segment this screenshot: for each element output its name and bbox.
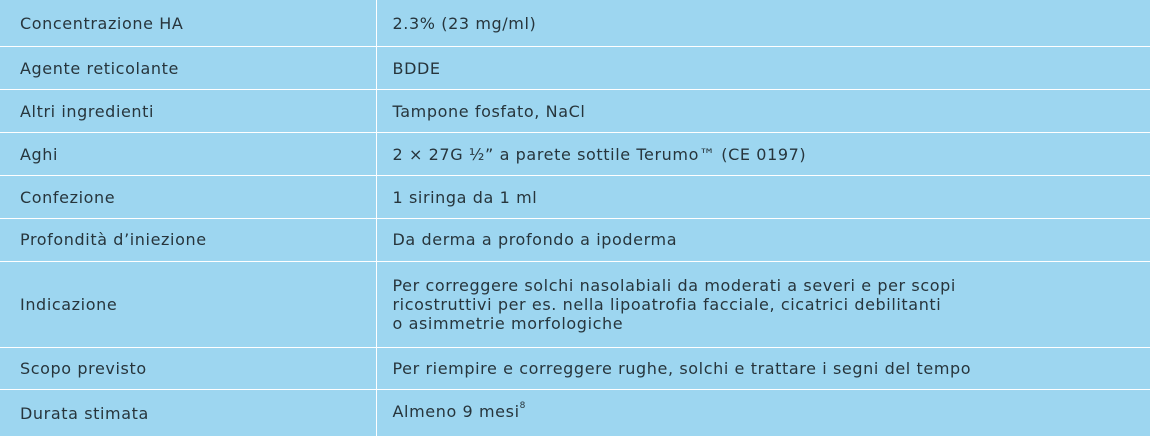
duration-text: Almeno 9 mesi xyxy=(392,401,520,421)
table-row xyxy=(0,347,1150,390)
indication-line: Per correggere solchi nasolabiali da moderati a severi e per scopi xyxy=(392,275,956,295)
table-row xyxy=(0,0,1150,47)
row-value-injection-depth: Da derma a profondo a ipoderma xyxy=(376,218,1150,261)
row-value-estimated-duration xyxy=(376,390,1150,436)
footnote-marker: 8 xyxy=(519,401,526,412)
table-row xyxy=(0,47,1150,90)
row-value-concentration: 2.3% (23 mg/ml) xyxy=(376,0,1150,47)
table-row xyxy=(0,218,1150,261)
indication-line: o asimmetrie morfologiche xyxy=(392,313,624,333)
table-row xyxy=(0,90,1150,133)
row-label-crosslinker: Agente reticolante xyxy=(0,47,376,90)
row-label-packaging: Confezione xyxy=(0,176,376,219)
row-value-needles: 2 × 27G ½” a parete sottile Terumo™ (CE 0197) xyxy=(376,133,1150,176)
row-value-intended-purpose: Per riempire e correggere rughe, solchi e trattare i segni del tempo xyxy=(376,347,1150,390)
row-label-injection-depth: Profondità d’iniezione xyxy=(0,218,376,261)
row-label-estimated-duration: Durata stimata xyxy=(20,403,149,423)
row-value-other-ingredients: Tampone fosfato, NaCl xyxy=(376,90,1150,133)
table-row xyxy=(0,261,1150,347)
table-row xyxy=(0,176,1150,219)
row-value-packaging: 1 siringa da 1 ml xyxy=(376,176,1150,219)
row-label-indication: Indicazione xyxy=(0,261,376,347)
row-value-crosslinker: BDDE xyxy=(376,47,1150,90)
row-value-indication xyxy=(376,261,1150,347)
table-row xyxy=(0,133,1150,176)
indication-line: ricostruttivi per es. nella lipoatrofia facciale, cicatrici debilitanti xyxy=(392,294,942,314)
row-label-other-ingredients: Altri ingredienti xyxy=(0,90,376,133)
row-label-intended-purpose: Scopo previsto xyxy=(0,347,376,390)
row-label-needles: Aghi xyxy=(0,133,376,176)
table-row xyxy=(0,390,1150,436)
row-label-concentration: Concentrazione HA xyxy=(0,0,376,47)
